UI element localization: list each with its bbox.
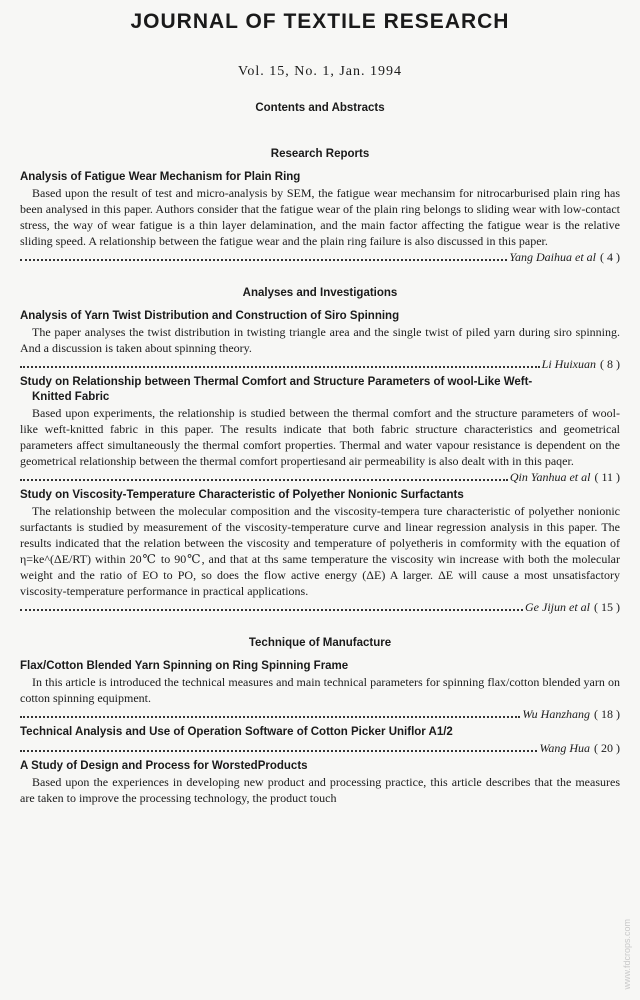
article-author: Wang Hua bbox=[539, 741, 590, 755]
article-title-text: Flax/Cotton Blended Yarn Spinning on Ring Spinning Frame bbox=[20, 660, 349, 672]
article-title[interactable] bbox=[20, 375, 620, 405]
article-title[interactable] bbox=[20, 759, 620, 774]
article-page-number[interactable]: ( 11 ) bbox=[594, 470, 620, 484]
article-byline bbox=[20, 599, 620, 615]
section-heading: Research Reports bbox=[270, 148, 370, 160]
article-abstract: Based upon the experiences in developing new product and processing practice, this article describes that the measures are taken to improve the processing technology, the product touch bbox=[20, 775, 620, 805]
article-title[interactable] bbox=[20, 488, 620, 503]
issue-line: Vol. 15, No. 1, Jan. 1994 bbox=[238, 64, 402, 79]
dot-leader bbox=[20, 366, 540, 368]
article-author: Qin Yanhua et al bbox=[509, 470, 591, 484]
article-entry bbox=[20, 759, 620, 806]
article-author: Ge Jijun et al bbox=[525, 600, 590, 614]
dot-leader bbox=[20, 259, 507, 261]
article-byline bbox=[20, 706, 620, 722]
article-page-number[interactable]: ( 15 ) bbox=[594, 600, 620, 614]
article-title[interactable] bbox=[20, 725, 620, 740]
article-title-text: Study on Viscosity-Temperature Characteristic of Polyether Nonionic Surfactants bbox=[20, 489, 464, 501]
article-byline bbox=[20, 740, 620, 756]
article-byline bbox=[20, 249, 620, 265]
article-title-continuation: Knitted Fabric bbox=[32, 391, 110, 403]
article-abstract: The paper analyses the twist distribution in twisting triangle area and the single twist of piled yarn during siro spinning. And a discussion is taken about spinning theory. bbox=[20, 325, 620, 355]
dot-leader bbox=[20, 609, 523, 611]
article-page-number[interactable]: ( 4 ) bbox=[600, 250, 620, 264]
dot-leader bbox=[20, 750, 537, 752]
watermark: www.fdcrops.com bbox=[622, 919, 632, 990]
article-author: Li Huixuan bbox=[541, 357, 596, 371]
article-entry bbox=[20, 170, 620, 265]
article-title[interactable] bbox=[20, 659, 620, 674]
article-entry bbox=[20, 309, 620, 372]
contents-list bbox=[20, 148, 620, 806]
article-page-number[interactable]: ( 8 ) bbox=[600, 357, 620, 371]
article-byline bbox=[20, 469, 620, 485]
article-abstract: The relationship between the molecular composition and the viscosity-tempera ture characteristic of polyether nonionic surfactants is studied by measurement of the viscosity-temperature curve and linear regression analysis in this paper. The results indicated that the relation between the viscosity and temperature of polyetheris in comformity with the equation of η=ke^(ΔE/RT) within 20℃ to 90℃, and that at ths same temperature the viscosity win increase with both the molecular weight and the ratio of EO to PO, so does the flow active energy (ΔE) A larger. ΔE will cause a most unsatisfactory viscosity-temperature performance in practical applications. bbox=[20, 504, 620, 598]
article-entry bbox=[20, 725, 620, 756]
dot-leader bbox=[20, 716, 520, 718]
article-title[interactable] bbox=[20, 170, 620, 185]
article-title-text: Technical Analysis and Use of Operation Software of Cotton Picker Uniflor A1/2 bbox=[20, 726, 453, 738]
article-author: Wu Hanzhang bbox=[522, 707, 590, 721]
article-abstract: In this article is introduced the technical measures and main technical parameters for spinning flax/cotton blended yarn on cotton spinning equipment. bbox=[20, 675, 620, 705]
journal-title: JOURNAL OF TEXTILE RESEARCH bbox=[130, 10, 510, 33]
article-abstract: Based upon the result of test and micro-analysis by SEM, the fatigue wear mechansim for nitrocarburised plain ring has been analysed in this paper. Authors consider that the fatigue wear of the plain ring belongs to sliding wear with low-contact stress, the way of wear fatigue is a thin layer delamination, and the main factor affecting the fatigue wear is the relative sliding speed. A relationship between the fatigue wear and the plain ring failure is also discussed in this paper. bbox=[20, 186, 620, 248]
dot-leader bbox=[20, 479, 508, 481]
article-title-text: Analysis of Yarn Twist Distribution and Construction of Siro Spinning bbox=[20, 310, 400, 322]
article-page-number[interactable]: ( 20 ) bbox=[594, 741, 620, 755]
section-heading: Technique of Manufacture bbox=[248, 637, 392, 649]
article-author: Yang Daihua et al bbox=[509, 250, 596, 264]
article-entry bbox=[20, 488, 620, 615]
section-heading: Analyses and Investigations bbox=[242, 287, 398, 299]
article-title-text: Study on Relationship between Thermal Comfort and Structure Parameters of wool-Like Weft- bbox=[20, 376, 533, 388]
article-entry bbox=[20, 375, 620, 485]
article-title[interactable] bbox=[20, 309, 620, 324]
contents-heading: Contents and Abstracts bbox=[255, 102, 385, 114]
article-title-text: Analysis of Fatigue Wear Mechanism for Plain Ring bbox=[20, 171, 301, 183]
article-page-number[interactable]: ( 18 ) bbox=[594, 707, 620, 721]
article-title-text: A Study of Design and Process for WorstedProducts bbox=[20, 760, 308, 772]
article-entry bbox=[20, 659, 620, 722]
article-byline bbox=[20, 356, 620, 372]
article-abstract: Based upon experiments, the relationship is studied between the thermal comfort and the structure parameters of wool-like weft-knitted fabric in this paper. The results indicate that both fabric structure characteristics and geometrical parameters affect simultaneously the thermal comfort properties. Thermal and water vapour resistance is dependent on the geometrical relationship between the thermal comfort propertiesand air permeability is also dealt with in this paqer. bbox=[20, 406, 620, 468]
